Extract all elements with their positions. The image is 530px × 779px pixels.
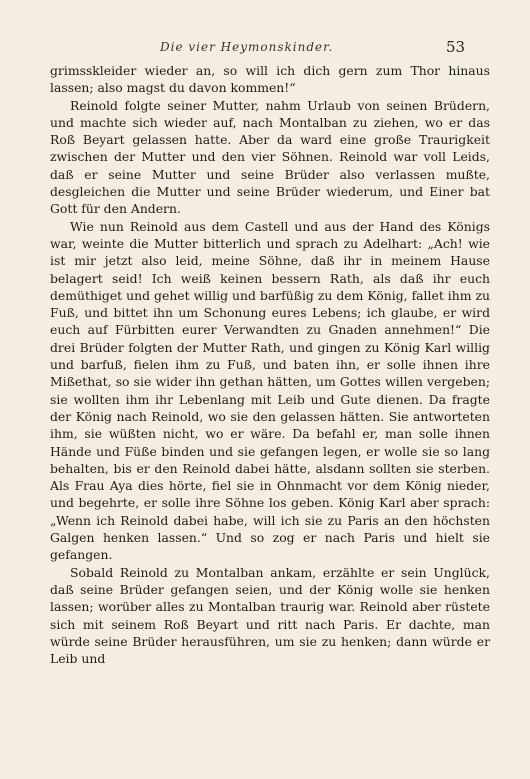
paragraph: Wie nun Reinold aus dem Castell und aus der Hand des Königs war, weinte die Mutter bitterlich und sprach zu Adelhart: „Ach! wie ist mir jetzt also leid, meine Söhne, daß ihr in meinem Hause belagert seid! Ich weiß keinen bessern Rath, als daß ihr euch demüthiget und gehet willig und barfüßig zu dem König, fallet ihm zu Fuß, und bittet ihn um Schonung eures Lebens; ich glaube, er wird euch auf Fürbitten eurer Verwandten zu Gnaden annehmen!“ Die drei Brüder folgten der Mutter Rath, und gingen zu König Karl willig und barfuß, fielen ihm zu Fuß, und baten ihn, er solle ihnen ihre Mißethat, so sie wider ihn gethan hätten, um Gottes willen vergeben; sie wollten ihm ihr Lebenlang mit Leib und Gute dienen. Da fragte der König nach Reinold, wo sie den gelassen hätten. Sie antworteten ihm, sie wüßten nicht, wo er wäre. Da befahl er, man solle ihnen Hände und Füße binden und sie gefangen legen, er wolle sie so lang behalten, bis er den Reinold dabei hätte, alsdann sollten sie sterben. Als Frau Aya dies hörte, fiel sie in Ohnmacht vor dem König nieder, und begehrte, er solle ihre Söhne los geben. König Karl aber sprach: „Wenn ich Reinold dabei habe, will ich sie zu Paris an den höchsten Galgen henken lassen.“ Und so zog er nach Paris und hielt sie gefangen. xyxy=(50,218,490,563)
running-head: Die vier Heymonskinder. xyxy=(160,40,334,54)
page-header xyxy=(0,38,530,58)
paragraph: Reinold folgte seiner Mutter, nahm Urlaub von seinen Brüdern, und machte sich wieder auf, nach Montalban zu ziehen, wo er das Roß Beyart gelassen hatte. Aber da ward eine große Traurigkeit zwischen der Mutter und den vier Söhnen. Reinold war voll Leids, daß er seine Mutter und seine Brüder also verlassen mußte, desgleichen die Mutter und seine Brüder wiederum, und Einer bat Gott für den Andern. xyxy=(50,97,490,217)
page-number: 53 xyxy=(446,38,466,56)
paragraph-continuation: grimsskleider wieder an, so will ich dich gern zum Thor hinaus lassen; also magst du davon kommen!“ xyxy=(50,63,490,96)
body-text xyxy=(50,62,490,667)
paragraph: Sobald Reinold zu Montalban ankam, erzählte er sein Unglück, daß seine Brüder gefangen seien, und der König wolle sie henken lassen; worüber alles zu Montalban traurig war. Reinold aber rüstete sich mit seinem Roß Beyart und ritt nach Paris. Er dachte, man würde seine Brüder herausführen, um sie zu henken; dann würde er Leib und xyxy=(50,564,490,667)
